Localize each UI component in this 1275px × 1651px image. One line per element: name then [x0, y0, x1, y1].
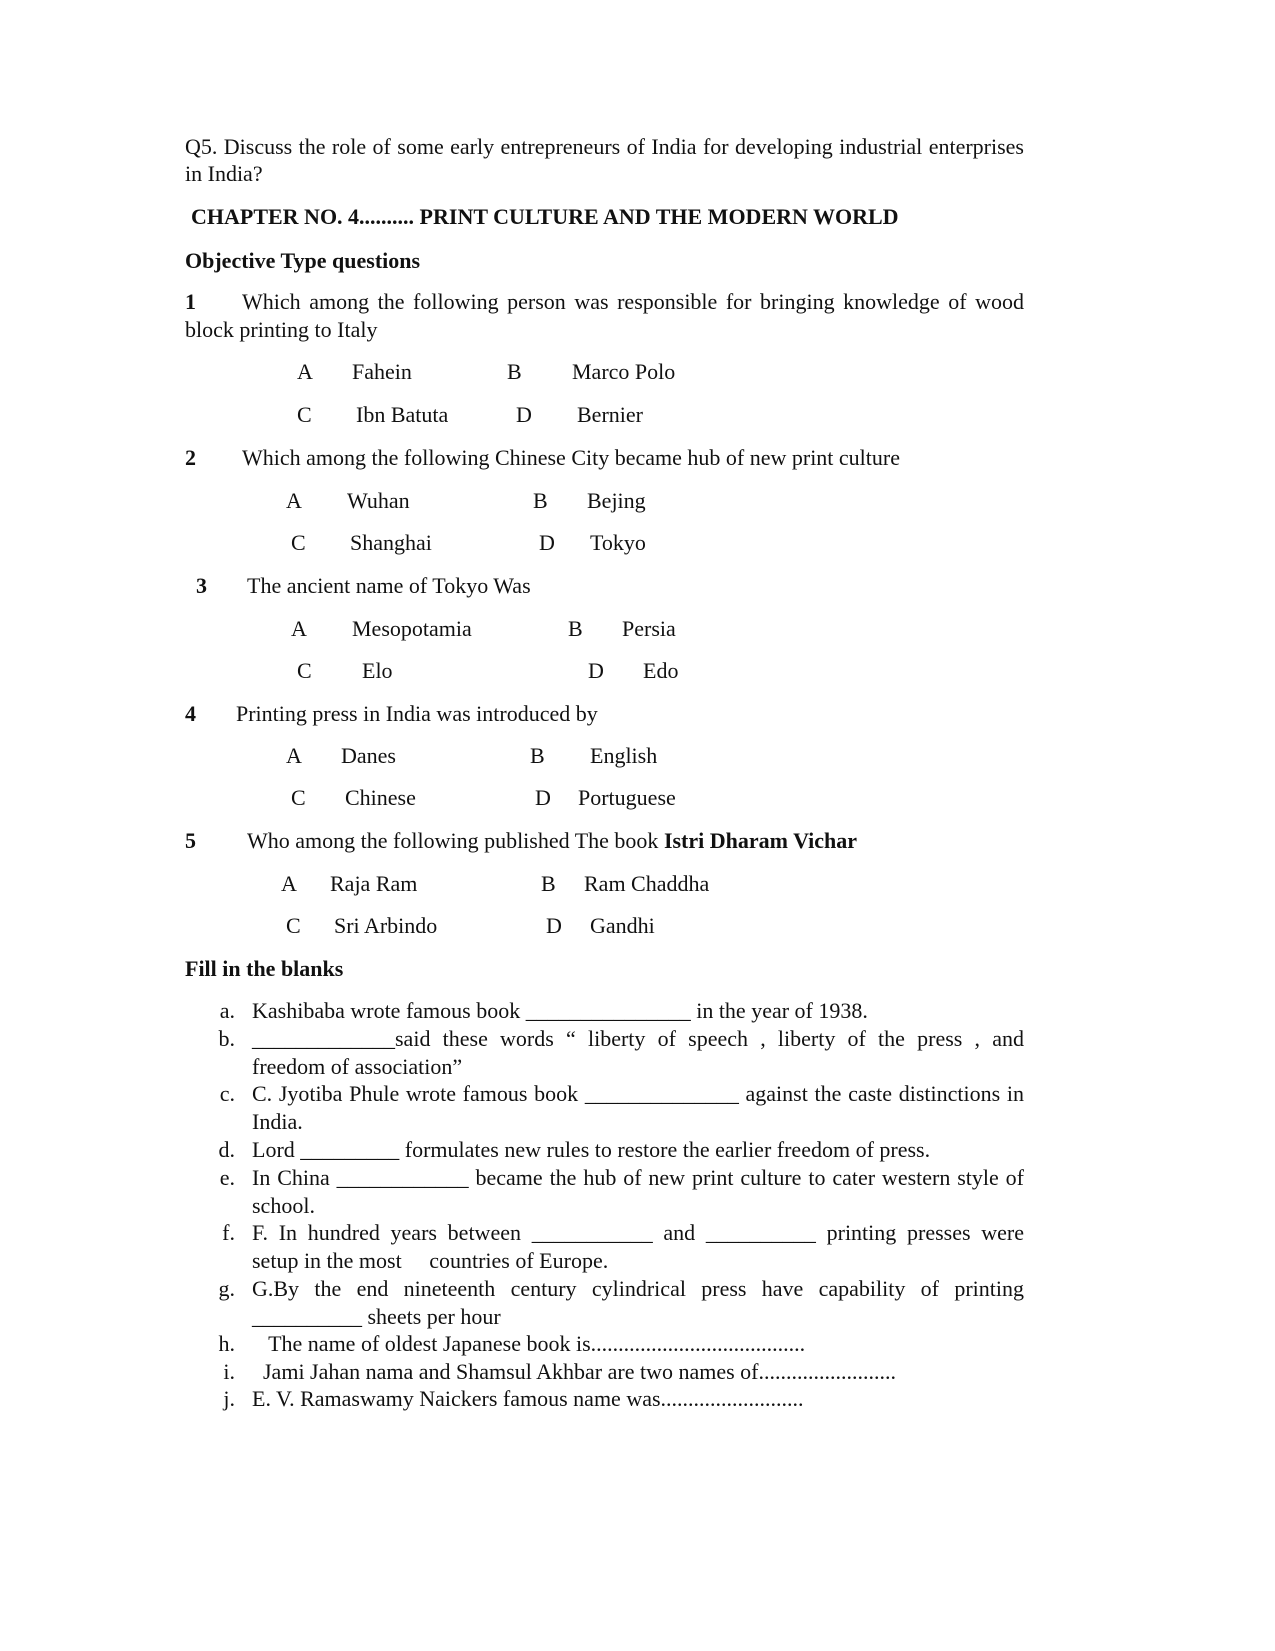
- question-3-option-a-text: Mesopotamia: [352, 616, 472, 641]
- question-4-text-line-1: Printing press in India was introduced by: [236, 701, 598, 726]
- question-1-option-a-letter: A: [297, 359, 313, 384]
- list-item-text: The name of oldest Japanese book is.......................................: [252, 1331, 806, 1356]
- question-3-option-c-letter: C: [297, 658, 312, 683]
- fill-blanks-heading: Fill in the blanks: [185, 956, 344, 981]
- list-item-letter: f.: [222, 1220, 235, 1245]
- question-5-option-a-text: Raja Ram: [330, 871, 418, 896]
- question-4-option-a-text: Danes: [341, 743, 396, 768]
- question-1-option-c-letter: C: [297, 402, 312, 427]
- question-1-option-b-text: Marco Polo: [572, 359, 676, 384]
- question-1-text-line-1: Which among the following person was responsible for bringing knowledge of wood: [242, 289, 1024, 314]
- question-2-option-d-text: Tokyo: [590, 530, 646, 555]
- list-item-text: E. V. Ramaswamy Naickers famous name was..........................: [252, 1386, 804, 1411]
- question-5-option-c-letter: C: [286, 913, 301, 938]
- question-5-option-d-text: Gandhi: [590, 913, 655, 938]
- question-3-option-d-text: Edo: [643, 658, 679, 683]
- question-5-option-a-letter: A: [281, 871, 297, 896]
- question-3-number: 3: [196, 573, 207, 598]
- question-1-option-a-text: Fahein: [352, 359, 412, 384]
- list-item-text-continued: school.: [252, 1193, 315, 1218]
- question-5-option-d-letter: D: [546, 913, 562, 938]
- list-item-letter: h.: [218, 1331, 235, 1356]
- question-1-option-d-letter: D: [516, 402, 532, 427]
- list-item-text: Kashibaba wrote famous book _______________ in the year of 1938.: [252, 998, 868, 1023]
- list-item-text-continued: __________ sheets per hour: [252, 1304, 501, 1329]
- question-4-option-d-text: Portuguese: [578, 785, 676, 810]
- question-5-number: 5: [185, 828, 196, 853]
- list-item-letter: a.: [219, 998, 235, 1023]
- question-1-number: 1: [185, 289, 196, 314]
- question-2-option-c-letter: C: [291, 530, 306, 555]
- list-item-letter: c.: [219, 1081, 235, 1106]
- list-item-text: In China ____________ became the hub of new print culture to cater western style of: [252, 1165, 1024, 1190]
- question-1-option-c-text: Ibn Batuta: [356, 402, 449, 427]
- question-2-number: 2: [185, 445, 196, 470]
- list-item-letter: i.: [223, 1359, 235, 1384]
- question-3-option-b-letter: B: [568, 616, 583, 641]
- question-4-option-a-letter: A: [286, 743, 302, 768]
- question-5-option-c-text: Sri Arbindo: [334, 913, 438, 938]
- question-2-option-a-text: Wuhan: [347, 488, 410, 513]
- question-2-option-b-text: Bejing: [587, 488, 646, 513]
- question-5-book-title: Istri Dharam Vichar: [663, 828, 858, 853]
- list-item-letter: j.: [223, 1386, 235, 1411]
- q5-line-2: in India?: [185, 161, 263, 186]
- question-4-option-d-letter: D: [535, 785, 551, 810]
- list-item-text-continued: freedom of association”: [252, 1054, 463, 1079]
- question-3-option-c-text: Elo: [362, 658, 393, 683]
- list-item-text: F. In hundred years between ___________ and __________ printing presses were: [252, 1220, 1024, 1245]
- question-5-text-line-1: [247, 827, 857, 855]
- list-item-text: G.By the end nineteenth century cylindrical press have capability of printing: [252, 1276, 1024, 1301]
- question-3-option-b-text: Persia: [622, 616, 676, 641]
- question-1-text-line-2: block printing to Italy: [185, 317, 378, 342]
- question-3-option-a-letter: A: [291, 616, 307, 641]
- question-5-option-b-text: Ram Chaddha: [584, 871, 710, 896]
- q5-line-1: Q5. Discuss the role of some early entrepreneurs of India for developing industrial enterprises: [185, 134, 1024, 159]
- question-4-option-c-letter: C: [291, 785, 306, 810]
- list-item-letter: g.: [218, 1276, 235, 1301]
- list-item-text-continued: setup in the most countries of Europe.: [252, 1248, 609, 1273]
- question-4-option-c-text: Chinese: [345, 785, 416, 810]
- question-4-option-b-text: English: [590, 743, 658, 768]
- list-item-text: C. Jyotiba Phule wrote famous book ______________ against the caste distinctions in: [252, 1081, 1024, 1106]
- chapter-title: CHAPTER NO. 4.......... PRINT CULTURE AND THE MODERN WORLD: [191, 204, 899, 229]
- question-5-text: Who among the following published The book: [247, 828, 664, 853]
- question-2-option-d-letter: D: [539, 530, 555, 555]
- question-4-number: 4: [185, 701, 196, 726]
- question-3-option-d-letter: D: [588, 658, 604, 683]
- list-item-letter: d.: [218, 1137, 235, 1162]
- question-2-text-line-1: Which among the following Chinese City became hub of new print culture: [242, 445, 901, 470]
- question-2-option-c-text: Shanghai: [350, 530, 432, 555]
- question-3-text-line-1: The ancient name of Tokyo Was: [247, 573, 531, 598]
- question-2-option-a-letter: A: [286, 488, 302, 513]
- list-item-text: Lord _________ formulates new rules to restore the earlier freedom of press.: [252, 1137, 931, 1162]
- question-5-option-b-letter: B: [541, 871, 556, 896]
- question-4-option-b-letter: B: [530, 743, 545, 768]
- list-item-text-continued: India.: [252, 1109, 303, 1134]
- objective-heading: Objective Type questions: [185, 248, 421, 273]
- question-2-option-b-letter: B: [533, 488, 548, 513]
- list-item-letter: e.: [219, 1165, 235, 1190]
- list-item-text: Jami Jahan nama and Shamsul Akhbar are two names of.........................: [252, 1359, 896, 1384]
- question-1-option-d-text: Bernier: [577, 402, 643, 427]
- list-item-text: _____________said these words “ liberty of speech , liberty of the press , and: [252, 1026, 1024, 1051]
- question-1-option-b-letter: B: [507, 359, 522, 384]
- list-item-letter: b.: [218, 1026, 235, 1051]
